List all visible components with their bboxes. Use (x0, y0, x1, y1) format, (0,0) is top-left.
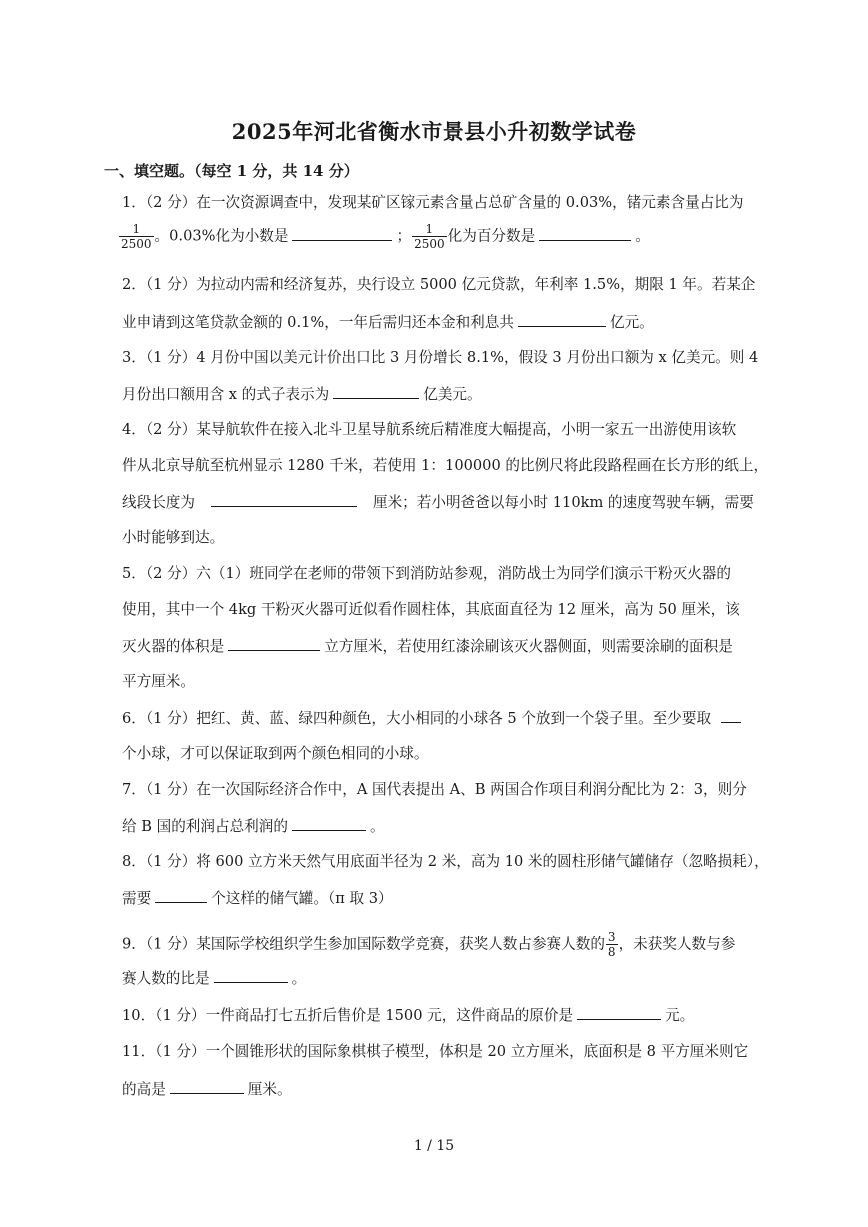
q3-line-1: 3．（1 分）4 月份中国以美元计价出口比 3 月份增长 8.1%，假设 3 月份出口额为 x 亿美元。则 4 (122, 349, 759, 366)
q8-line-1: 8．（1 分）将 600 立方米天然气用底面半径为 2 米，高为 10 米的圆柱形储气罐储存（忽略损耗）， (122, 853, 769, 870)
section-heading: 一、填空题。（每空 1 分，共 14 分） (104, 162, 359, 180)
q6-line-2: 个小球，才可以保证取到两个颜色相同的小球。 (122, 745, 429, 762)
q4-line-1: 4．（2 分）某导航软件在接入北斗卫星导航系统后精准度大幅提高，小明一家五一出游使用该软 (122, 421, 737, 438)
q1-blank-1[interactable] (292, 226, 392, 241)
q5-text-a: 灭火器的体积是 (122, 638, 225, 655)
q7-blank[interactable] (292, 816, 366, 831)
q7-text-b: 。 (369, 818, 385, 835)
q10-text-b: 元。 (665, 1007, 695, 1024)
q9-fraction: $\frac{3}{8}$ (607, 930, 616, 959)
q10-text-a: 10．（1 分）一件商品打七五折后售价是 1500 元，这件商品的原价是 (122, 1007, 574, 1024)
q2-line-2 (122, 312, 654, 333)
q6-line-1 (122, 708, 745, 729)
q5-line-4: 平方厘米。 (122, 673, 195, 690)
q2-blank[interactable] (518, 312, 606, 327)
q1-text-a: 。0.03%化为小数是 (154, 227, 289, 245)
q2-text-b: 亿元。 (609, 314, 654, 331)
q9-line-1 (122, 930, 735, 959)
q1-text-d: 。 (635, 227, 650, 245)
q2-line-1: 2．（1 分）为拉动内需和经济复苏，央行设立 5000 亿元贷款，年利率 1.5%，期限 1 年。若某企 (122, 276, 756, 293)
q7-text-a: 给 B 国的利润占总利润的 (122, 818, 288, 835)
q9-blank[interactable] (214, 968, 288, 983)
q1-blank-2[interactable] (539, 226, 631, 241)
q11-line-2 (122, 1079, 292, 1100)
q5-text-b: 立方厘米，若使用红漆涂刷该灭火器侧面，则需要涂刷的面积是 (324, 638, 733, 655)
q6-blank[interactable] (721, 708, 741, 723)
q8-text-a: 需要 (122, 890, 152, 907)
q11-line-1: 11．（1 分）一个圆锥形状的国际象棋棋子模型，体积是 20 立方厘米，底面积是 8 平方厘米则它 (122, 1043, 749, 1060)
q5-blank[interactable] (228, 636, 320, 651)
q1-text-c: 化为百分数是 (447, 227, 536, 245)
q5-line-2: 使用，其中一个 4kg 干粉灭火器可近似看作圆柱体，其底面直径为 12 厘米，高为 50 厘米，该 (122, 601, 740, 618)
q8-blank[interactable] (155, 888, 207, 903)
q4-line-4: 小时能够到达。 (122, 529, 225, 546)
q3-text-a: 月份出口额用含 x 的式子表示为 (122, 386, 330, 403)
q4-text-b: 厘米；若小明爸爸以每小时 110km 的速度驾驶车辆，需要 (372, 494, 754, 511)
q4-line-2: 件从北京导航至杭州显示 1280 千米，若使用 1：100000 的比例尺将此段路程画在长方形的纸上， (122, 457, 769, 474)
q5-line-1: 5．（2 分）六（1）班同学在老师的带领下到消防站参观，消防战士为同学们演示干粉灭火器的 (122, 565, 731, 582)
q4-blank[interactable] (211, 492, 357, 507)
q1-line-2 (118, 222, 650, 251)
q11-blank[interactable] (170, 1079, 244, 1094)
page-number: 1 / 15 (413, 1138, 455, 1154)
q1-fraction-2: $\frac{1}{2500}$ (414, 222, 445, 251)
q11-text-b: 厘米。 (247, 1081, 292, 1098)
q1-line-1: 1．（2 分）在一次资源调查中，发现某矿区镓元素含量占总矿含量的 0.03%，锗元素含量占比为 (122, 194, 744, 211)
q9-line-2 (122, 968, 306, 989)
q2-text-a: 业申请到这笔贷款金额的 0.1%，一年后需归还本金和利息共 (122, 314, 514, 331)
q8-text-b: 个这样的储气罐。（π 取 3） (211, 890, 393, 907)
q3-blank[interactable] (333, 384, 419, 399)
q9-text-c: 赛人数的比是 (122, 970, 210, 987)
q1-fraction-1: $\frac{1}{2500}$ (121, 222, 152, 251)
q11-text-a: 的高是 (122, 1081, 166, 1098)
q1-text-b: ； (396, 227, 412, 245)
q9-text-b: ，未获奖人数与参 (618, 935, 736, 953)
q3-line-2 (122, 384, 482, 405)
q8-line-2 (122, 888, 393, 909)
q6-text-a: 6．（1 分）把红、黄、蓝、绿四种颜色，大小相同的小球各 5 个放到一个袋子里。至少要取 (122, 710, 712, 727)
q9-text-d: 。 (291, 970, 307, 987)
q7-line-2 (122, 816, 385, 837)
q4-line-3 (122, 492, 754, 513)
q10-blank[interactable] (577, 1005, 661, 1020)
q3-text-b: 亿美元。 (423, 386, 482, 403)
page-title: 2025年河北省衡水市景县小升初数学试卷 (231, 119, 637, 144)
q4-text-a: 线段长度为 (122, 494, 195, 511)
q9-text-a: 9．（1 分）某国际学校组织学生参加国际数学竞赛，获奖人数占参赛人数的 (122, 935, 605, 953)
q5-line-3 (122, 636, 733, 657)
q10-line-1 (122, 1005, 694, 1026)
q7-line-1: 7．（1 分）在一次国际经济合作中，A 国代表提出 A、B 两国合作项目利润分配比为 2：3，则分 (122, 781, 747, 798)
